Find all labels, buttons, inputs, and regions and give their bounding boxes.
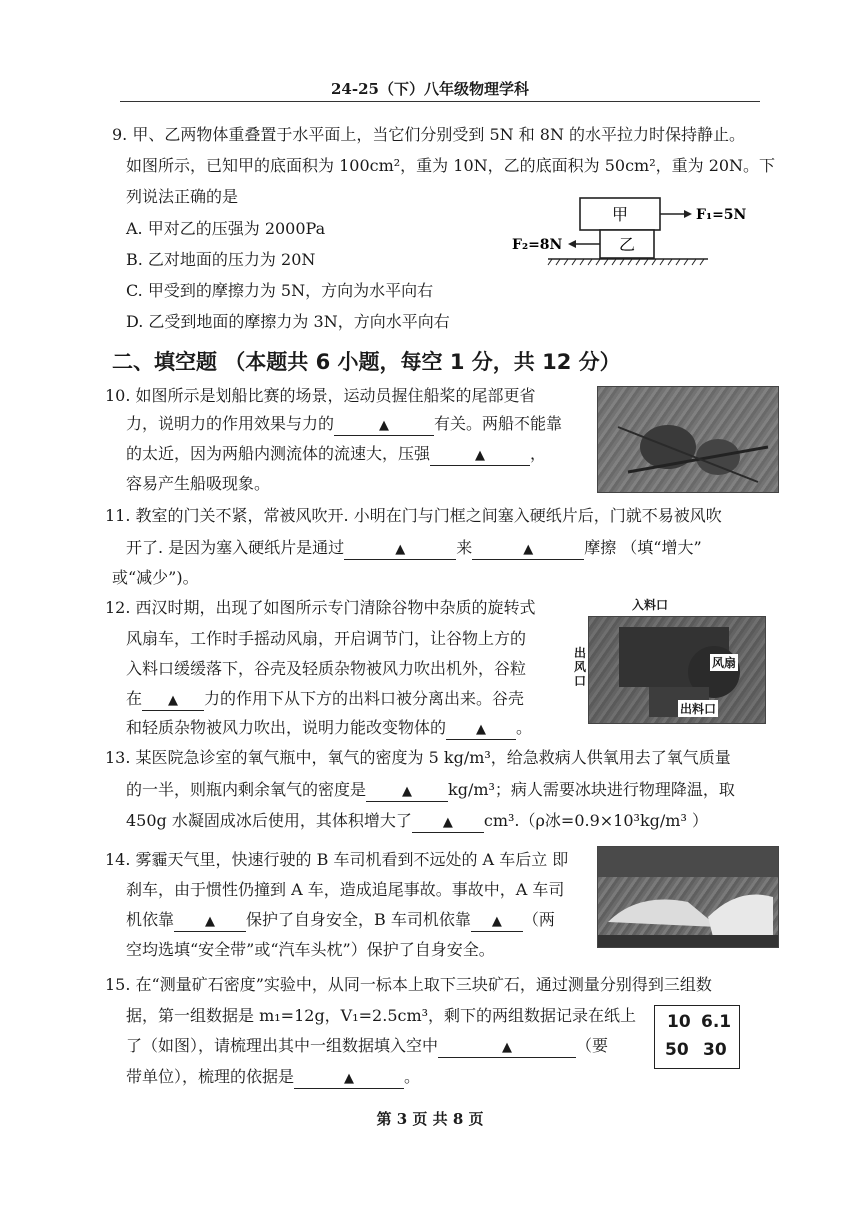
page-footer: 第 3 页 共 8 页 — [376, 1110, 484, 1128]
inlet-label: 入料口 — [632, 598, 669, 612]
winnowing-fan-photo — [588, 616, 766, 724]
q13-blank-2[interactable]: ▲ — [412, 812, 484, 833]
q15-blank-1[interactable]: ▲ — [438, 1037, 576, 1058]
q11-line1: 11. 教室的门关不紧，常被风吹开. 小明在门与门框之间塞入硬纸片后，门就不易被风吹 — [105, 506, 722, 525]
q9-line3: 列说法正确的是 — [126, 187, 239, 206]
q15-line2: 据，第一组数据是 m₁=12g，V₁=2.5cm³，剩下的两组数据记录在纸上 — [126, 1006, 637, 1025]
q11-blank-1[interactable]: ▲ — [344, 539, 456, 560]
block-yi-label: 乙 — [618, 235, 636, 254]
q10-line3: 的太近，因为两船内测流体的流速大，压强 ▲ ， — [126, 444, 546, 466]
q11-line3: 或“减少”)。 — [112, 568, 199, 587]
q14-line2: 刹车，由于惯性仍撞到 A 车，造成追尾事故。事故中，A 车司 — [126, 880, 565, 899]
q9-option-c: C. 甲受到的摩擦力为 5N，方向为水平向右 — [126, 281, 434, 300]
q12-line1: 12. 西汉时期，出现了如图所示专门清除谷物中杂质的旋转式 — [105, 598, 536, 617]
q12-line5: 和轻质杂物被风力吹出，说明力能改变物体的 ▲ 。 — [126, 718, 532, 740]
q12-blank-1[interactable]: ▲ — [142, 690, 204, 711]
q13-line3: 450g 水凝固成冰后使用，其体积增大了 ▲ cm³.（ρ冰=0.9×10³kg/m³ ） — [126, 811, 708, 833]
note-value-bottom-right: 30 — [703, 1040, 727, 1060]
q12-blank-2[interactable]: ▲ — [446, 719, 516, 740]
side-outlet-label: 出风口 — [574, 646, 587, 688]
q9-option-b: B. 乙对地面的压力为 20N — [126, 250, 316, 269]
q13-line2: 的一半，则瓶内剩余氧气的密度是 ▲ kg/m³；病人需要冰块进行物理降温，取 — [126, 780, 735, 802]
q13-line1: 13. 某医院急诊室的氧气瓶中，氧气的密度为 5 kg/m³，给急救病人供氧用去了氧气质量 — [105, 748, 731, 767]
fan-label: 风扇 — [712, 656, 737, 670]
header-divider — [120, 101, 760, 102]
outlet-label: 出料口 — [680, 702, 717, 716]
q15-blank-2[interactable]: ▲ — [294, 1068, 404, 1089]
q12-line4: 在 ▲ 力的作用下从下方的出料口被分离出来。谷壳 — [126, 689, 524, 711]
q14-blank-2[interactable]: ▲ — [471, 911, 523, 932]
page-header: 24-25（下）八年级物理学科 — [331, 80, 529, 98]
q14-line4: 空均选填“安全带”或“汽车头枕”）保护了自身安全。 — [126, 940, 495, 959]
q15-line4: 带单位），梳理的依据是 ▲ 。 — [126, 1067, 420, 1089]
section-title: 二、填空题 （本题共 6 小题，每空 1 分，共 12 分） — [112, 350, 621, 374]
q14-line3: 机依靠 ▲ 保护了自身安全，B 车司机依靠 ▲ （两 — [126, 910, 555, 932]
q11-blank-2[interactable]: ▲ — [472, 539, 584, 560]
recorded-data-note — [654, 1005, 740, 1069]
q12-line2: 风扇车，工作时手摇动风扇，开启调节门，让谷物上方的 — [126, 629, 527, 648]
winnowing-fan-figure — [570, 596, 770, 726]
block-jia-label: 甲 — [611, 205, 629, 224]
note-value-top-left: 10 — [667, 1012, 691, 1032]
q11-line2: 开了. 是因为塞入硬纸片是通过 ▲ 来 ▲ 摩擦 （填“增大” — [126, 538, 702, 560]
q10-blank-2[interactable]: ▲ — [430, 445, 530, 466]
q9-option-a: A. 甲对乙的压强为 2000Pa — [126, 219, 326, 238]
q14-blank-1[interactable]: ▲ — [174, 911, 246, 932]
q12-line3: 入料口缓缓落下，谷壳及轻质杂物被风力吹出机外，谷粒 — [126, 659, 527, 678]
q13-blank-1[interactable]: ▲ — [366, 781, 448, 802]
q9-force-diagram — [508, 192, 748, 272]
q10-line1: 10. 如图所示是划船比赛的场景，运动员握住船桨的尾部更省 — [105, 386, 536, 405]
note-value-bottom-left: 50 — [665, 1040, 689, 1060]
q10-line2: 力，说明力的作用效果与力的 ▲ 有关。两船不能靠 — [126, 414, 562, 436]
q9-option-d: D. 乙受到地面的摩擦力为 3N，方向水平向右 — [126, 312, 450, 331]
f2-label: F₂=8N — [512, 237, 563, 253]
f1-label: F₁=5N — [696, 207, 747, 223]
q9-line1: 9. 甲、乙两物体重叠置于水平面上，当它们分别受到 5N 和 8N 的水平拉力时保持静止。 — [112, 125, 746, 144]
rowing-race-photo — [597, 386, 779, 493]
rear-end-collision-photo — [597, 846, 779, 948]
note-value-top-right: 6.1 — [701, 1012, 732, 1032]
q15-line3: 了（如图），请梳理出其中一组数据填入空中 ▲ （要 — [126, 1036, 608, 1058]
q15-line1: 15. 在“测量矿石密度”实验中，从同一标本上取下三块矿石，通过测量分别得到三组数 — [105, 975, 712, 994]
q9-line2: 如图所示，已知甲的底面积为 100cm²，重为 10N，乙的底面积为 50cm²，重为 20N。下 — [126, 156, 776, 175]
q10-blank-1[interactable]: ▲ — [334, 415, 434, 436]
q14-line1: 14. 雾霾天气里，快速行驶的 B 车司机看到不远处的 A 车后立 即 — [105, 850, 569, 869]
q10-line4: 容易产生船吸现象。 — [126, 474, 271, 493]
